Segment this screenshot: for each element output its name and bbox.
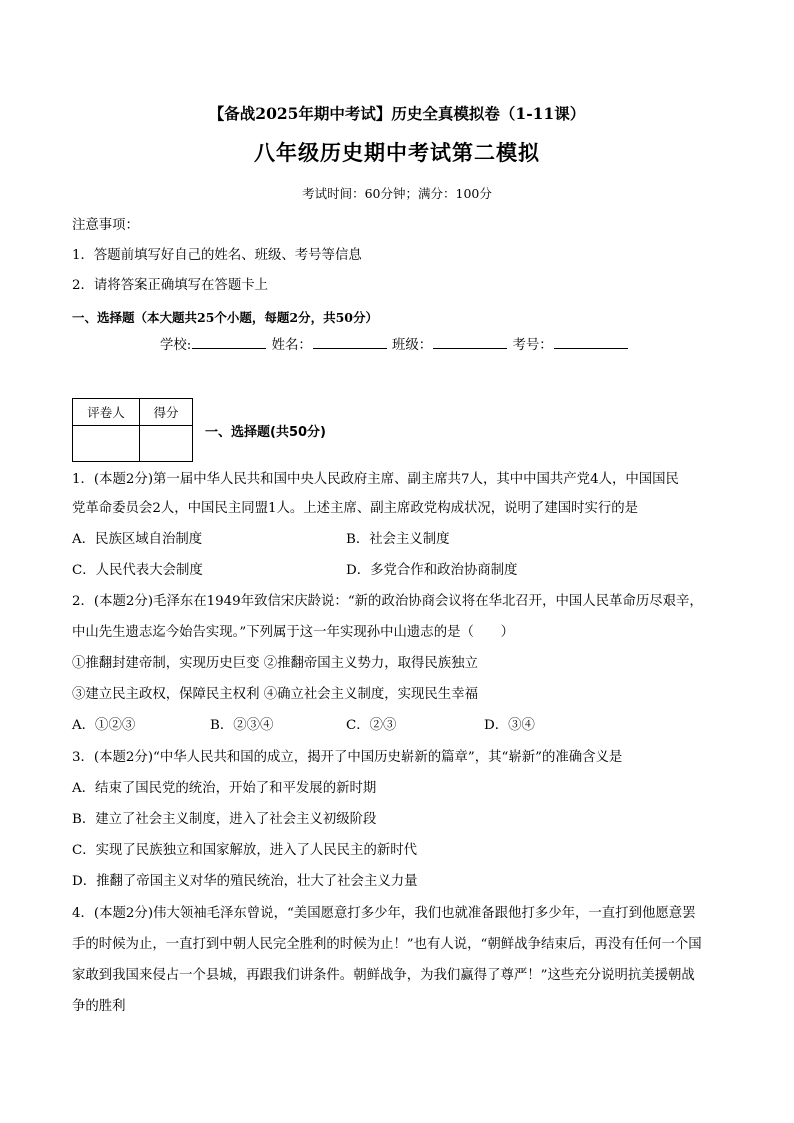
score-cell[interactable]	[140, 426, 193, 462]
question-text: 手的时候为止，一直打到中朝人民完全胜利的时候为止！”也有人说，“朝鲜战争结束后，再没有任何一个国	[72, 937, 702, 952]
section-label: 一、选择题(共50分)	[205, 425, 326, 440]
school-field[interactable]	[192, 335, 266, 349]
question-text: 家敢到我国来侵占一个县城，再跟我们讲条件。朝鲜战争，为我们赢得了尊严！”这些充分说明抗美援朝战	[72, 968, 695, 983]
option-b[interactable]: B．社会主义制度	[346, 532, 450, 547]
name-field[interactable]	[313, 335, 387, 349]
option-d[interactable]: D．多党合作和政治协商制度	[346, 563, 518, 578]
option-a[interactable]: A．结束了国民党的统治，开始了和平发展的新时期	[72, 781, 377, 796]
school-label: 学校:	[160, 338, 192, 353]
option-d[interactable]: D．③④	[484, 718, 535, 733]
option-c[interactable]: C．人民代表大会制度	[72, 563, 203, 578]
option-b[interactable]: B．②③④	[210, 718, 274, 733]
question-text: 4．(本题2分)伟大领袖毛泽东曾说，“美国愿意打多少年，我们也就准备跟他打多少年，一直打到他愿意罢	[72, 906, 696, 921]
notice-heading: 注意事项：	[72, 218, 139, 233]
number-label: 考号：	[512, 338, 553, 353]
question-text: 1．(本题2分)第一届中华人民共和国中央人民政府主席、副主席共7人，其中中国共产党4人，中国国民	[72, 472, 679, 487]
question-text: 党革命委员会2人，中国民主同盟1人。上述主席、副主席政党构成状况，说明了建国时实行的是	[72, 501, 639, 516]
score-table	[72, 398, 193, 462]
grader-cell[interactable]	[73, 426, 140, 462]
option-a[interactable]: A．民族区域自治制度	[72, 532, 203, 547]
question-text: 3．(本题2分)“中华人民共和国的成立，揭开了中国历史崭新的篇章”，其“崭新”的准确含义是	[72, 750, 623, 765]
notice-item: 2．请将答案正确填写在答题卡上	[72, 278, 268, 293]
question-text: 2．(本题2分)毛泽东在1949年致信宋庆龄说：“新的政治协商会议将在华北召开，中国人民革命历尽艰辛，	[72, 594, 703, 609]
option-a[interactable]: A．①②③	[72, 718, 136, 733]
student-info-line	[160, 334, 629, 353]
question-text: 中山先生遗志迄今始告实现。”下列属于这一年实现孙中山遗志的是（ ）	[72, 625, 515, 640]
notice-item: 1．答题前填写好自己的姓名、班级、考号等信息	[72, 248, 362, 263]
number-field[interactable]	[554, 335, 628, 349]
exam-info: 考试时间：60分钟；满分：100分	[302, 186, 492, 201]
option-d[interactable]: D．推翻了帝国主义对华的殖民统治，壮大了社会主义力量	[72, 874, 418, 889]
option-c[interactable]: C．实现了民族独立和国家解放，进入了人民民主的新时代	[72, 843, 418, 858]
class-field[interactable]	[433, 335, 507, 349]
question-statement: ③建立民主政权，保障民主权利 ④确立社会主义制度，实现民生幸福	[72, 687, 478, 702]
name-label: 姓名：	[271, 338, 312, 353]
score-header: 得分	[140, 399, 193, 426]
question-statement: ①推翻封建帝制，实现历史巨变 ②推翻帝国主义势力，取得民族独立	[72, 656, 478, 671]
class-label: 班级：	[392, 338, 433, 353]
option-c[interactable]: C．②③	[346, 718, 397, 733]
option-b[interactable]: B．建立了社会主义制度，进入了社会主义初级阶段	[72, 812, 377, 827]
section-heading: 一、选择题（本大题共25个小题，每题2分，共50分）	[72, 310, 378, 325]
series-title: 【备战2025年期中考试】历史全真模拟卷（1-11课）	[208, 104, 586, 123]
grader-header: 评卷人	[73, 399, 140, 426]
page-title: 八年级历史期中考试第二模拟	[254, 141, 540, 165]
question-text: 争的胜利	[72, 999, 126, 1014]
